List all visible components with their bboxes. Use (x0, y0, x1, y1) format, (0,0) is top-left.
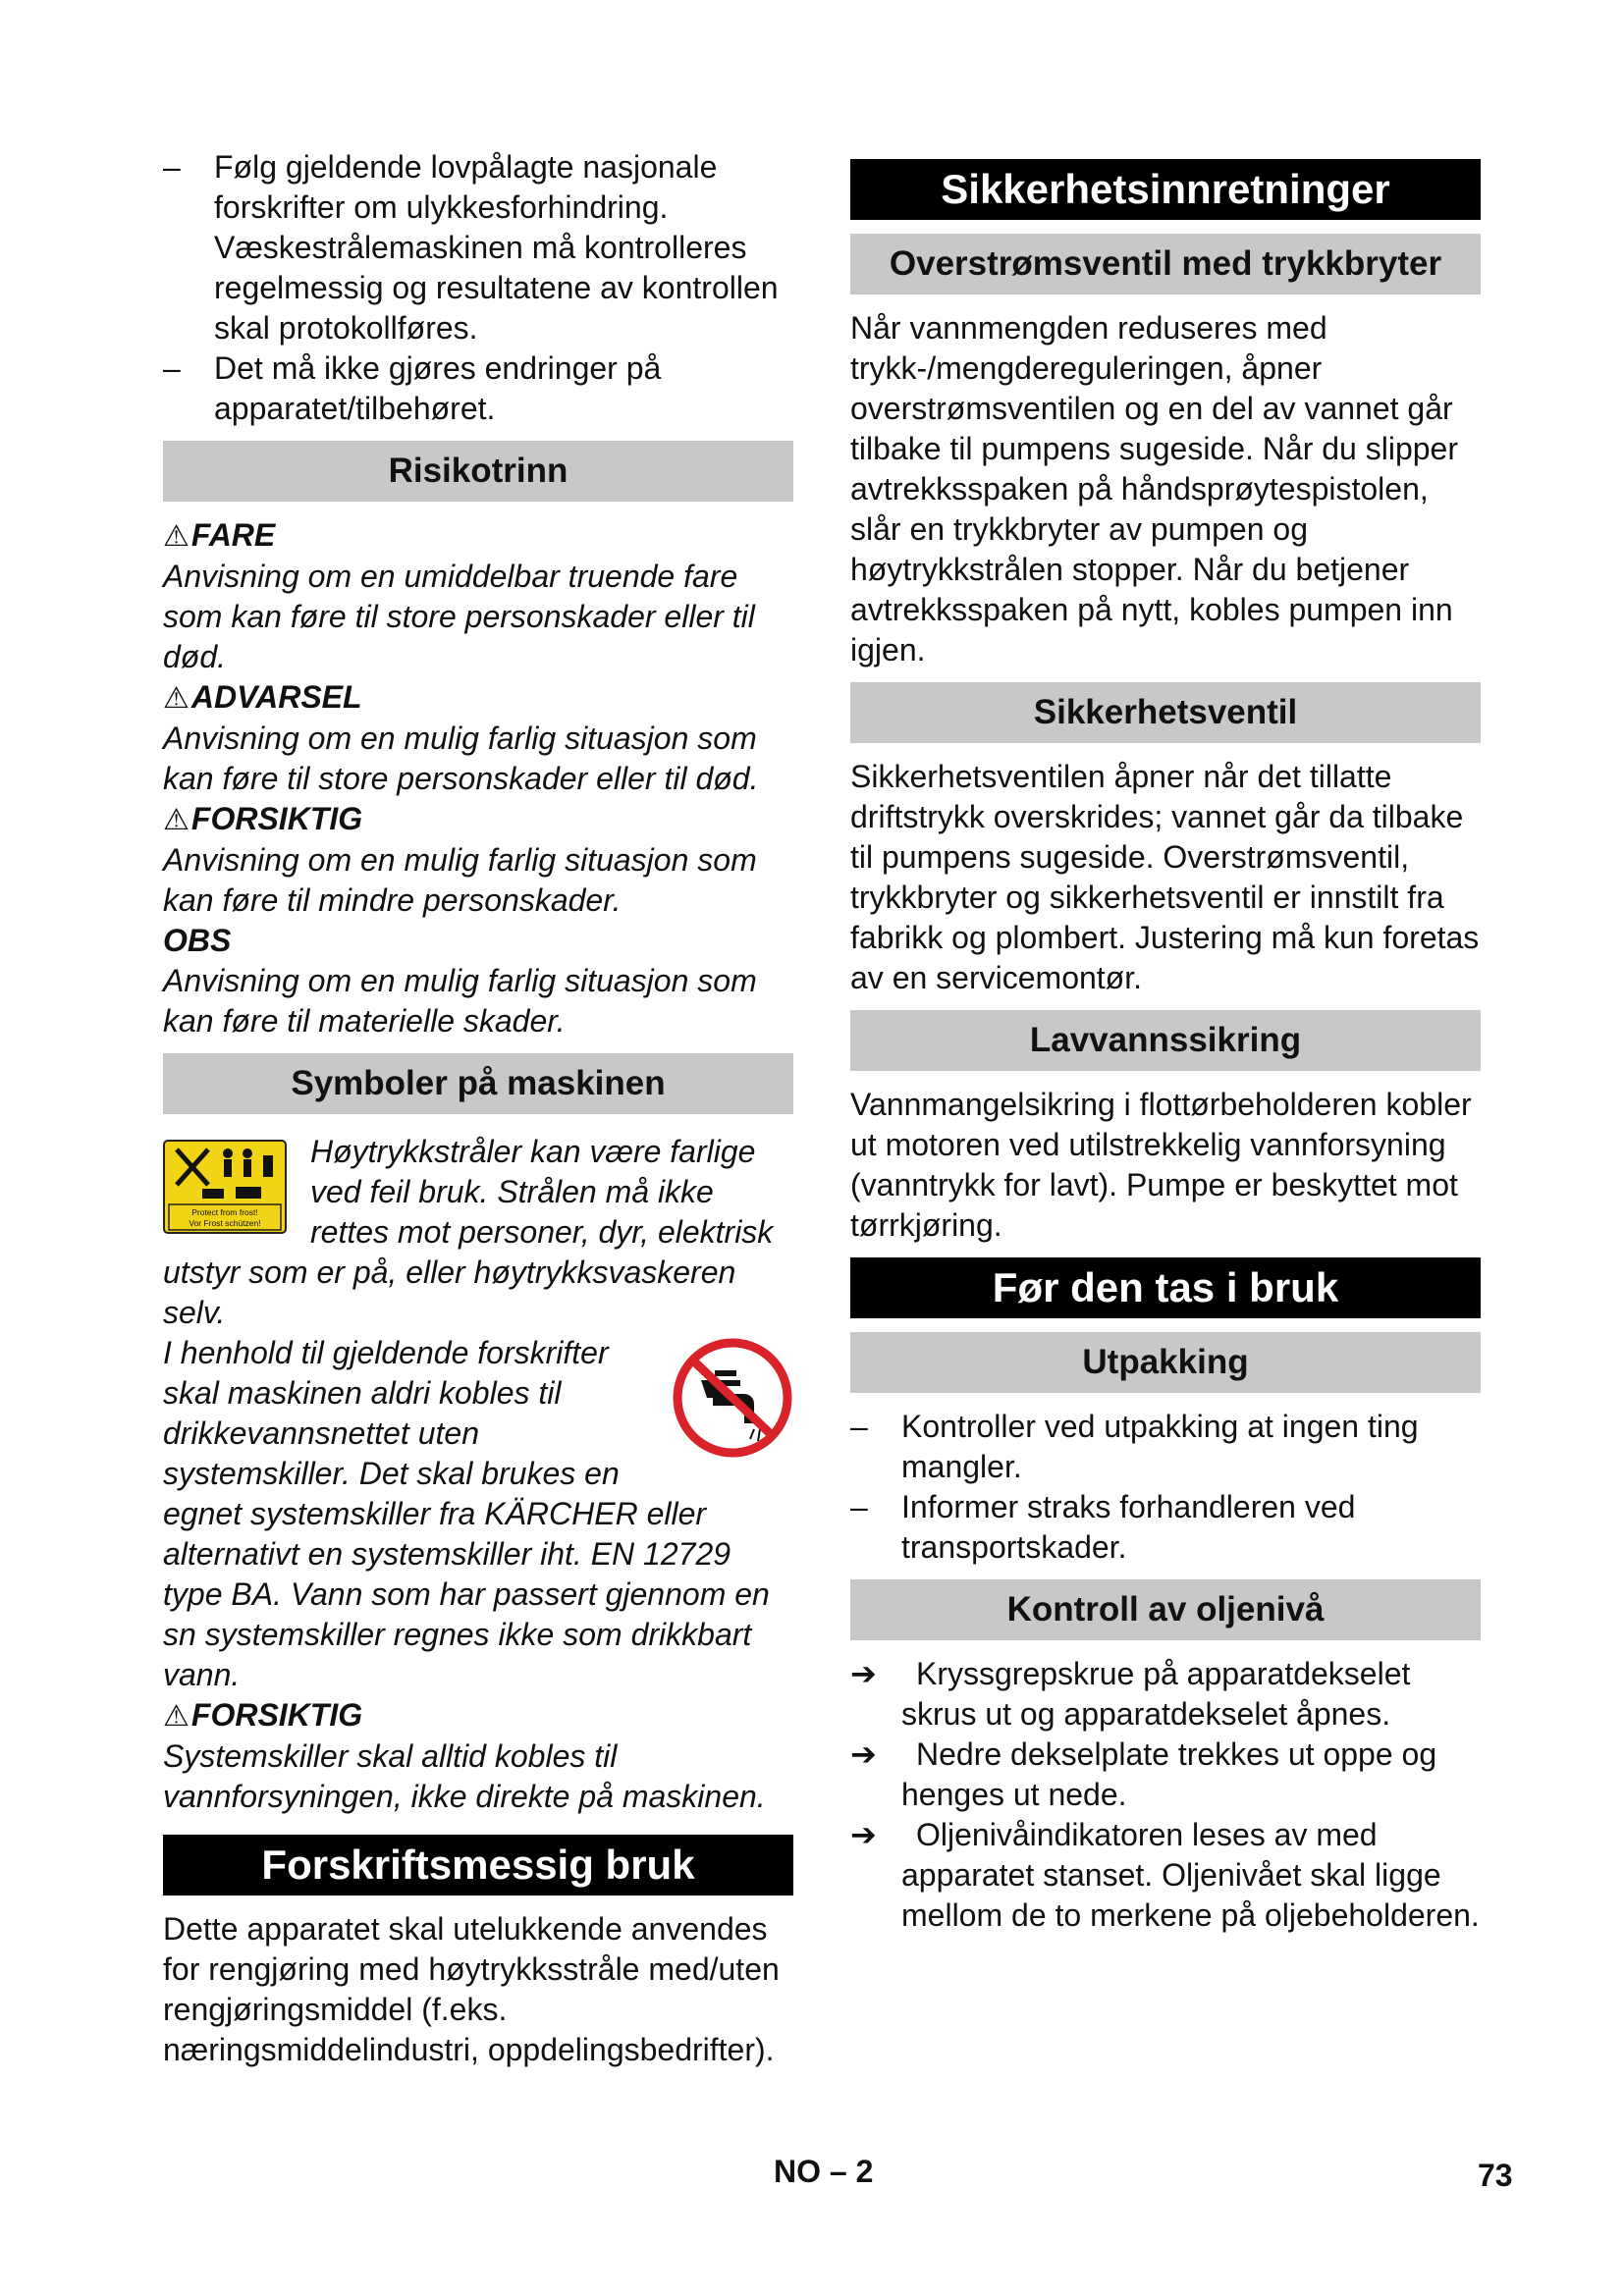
warning-triangle-icon: ⚠ (163, 520, 189, 553)
caution-text: Systemskiller skal alltid kobles til vannforsyningen, ikke direkte på maskinen. (163, 1738, 766, 1814)
arrow-right-icon: ➔ (850, 1736, 877, 1772)
symbol-block (163, 1132, 793, 1333)
overflow-valve-text: Når vannmengden reduseres med trykk-/mengdereguleringen, åpner overstrømsventilen og en del av vannet går tilbake til pumpens sugeside. Når du slipper avtrekksspaken på håndsprøytespistolen, slår en trykkbryter av pumpen og høytrykkstrålen stopper. Når du betjener avtrekksspaken på nytt, kobles pumpen inn igjen. (850, 310, 1458, 667)
list-item: – Det må ikke gjøres endringer på apparatet/tilbehøret. (163, 348, 793, 429)
warning-label-fare: ⚠FARE (163, 517, 276, 553)
symbol-text-pressure: Høytrykkstråler kan være farlige ved feil bruk. Strålen må ikke rettes mot personer, dyr, elektrisk utstyr som er på, eller høytrykksvaskeren selv. (163, 1134, 774, 1330)
before-use-heading: Før den tas i bruk (850, 1257, 1481, 1318)
svg-text:Protect from frost!: Protect from frost! (191, 1207, 258, 1217)
safety-valve-text: Sikkerhetsventilen åpner når det tillatte driftstrykk overskrides; vannet går da tilbake til pumpens sugeside. Overstrømsventil, trykkbryter og sikkerhetsventil er innstilt fra fabrikk og plombert. Justering må kun foretas av en servicemontør. (850, 759, 1480, 995)
warning-text-fare: Anvisning om en umiddelbar truende fare som kan føre til store personskader eller til død. (163, 559, 755, 674)
warning-text-obs: Anvisning om en mulig farlig situasjon som kan føre til materielle skader. (163, 963, 757, 1039)
symbol-text-water: I henhold til gjeldende forskrifter skal maskinen aldri kobles til drikkevannsnettet uten systemskiller. Det skal brukes en egnet systemskiller fra KÄRCHER eller alternativt en systemskiller iht. EN 12729 type BA. Vann som har passert gjennom en sn systemskiller regnes ikke som drikkbart vann. (163, 1335, 770, 1692)
warning-label-advarsel: ⚠ADVARSEL (163, 679, 362, 715)
left-column (163, 147, 793, 2070)
warning-triangle-icon: ⚠ (163, 1700, 189, 1733)
page-number: 73 (1478, 2158, 1513, 2193)
low-water-text: Vannmangelsikring i flottørbeholderen kobler ut motoren ved utilstrekkelig vannforsyning (vanntrykk for lavt). Pumpe er beskyttet mot tørrkjøring. (850, 1087, 1472, 1243)
arrow-right-icon: ➔ (850, 1817, 877, 1852)
safety-devices-heading: Sikkerhetsinnretninger (850, 159, 1481, 220)
list-item: – Følg gjeldende lovpålagte nasjonale forskrifter om ulykkesforhindring. Væskestrålemaskinen må kontrolleres regelmessig og resultatene av kontrollen skal protokollføres. (163, 147, 793, 348)
risk-heading: Risikotrinn (163, 441, 793, 502)
list-item: – Kontroller ved utpakking at ingen ting mangler. (850, 1407, 1481, 1487)
right-column (850, 157, 1481, 1936)
warning-label-obs: OBS (163, 923, 232, 958)
oil-step: ➔ Kryssgrepskrue på apparatdekselet skrus ut og apparatdekselet åpnes. (850, 1656, 1411, 1732)
overflow-valve-heading: Overstrømsventil med trykkbryter (850, 234, 1481, 294)
oil-level-heading: Kontroll av oljenivå (850, 1579, 1481, 1640)
proper-use-heading: Forskriftsmessig bruk (163, 1835, 793, 1896)
high-pressure-warning-label-icon (163, 1140, 287, 1234)
warning-triangle-icon: ⚠ (163, 682, 189, 715)
proper-use-text: Dette apparatet skal utelukkende anvendes for rengjøring med høytrykksstråle med/uten rengjøringsmiddel (f.eks. næringsmiddelindustri, oppdelingsbedrifter). (163, 1911, 780, 2067)
warning-text-advarsel: Anvisning om en mulig farlig situasjon som kan føre til store personskader eller til død. (163, 721, 759, 796)
footer-section-label: NO – 2 (774, 2154, 874, 2189)
warning-label-forsiktig: ⚠FORSIKTIG (163, 801, 363, 836)
symbols-heading: Symboler på maskinen (163, 1053, 793, 1114)
warning-text-forsiktig: Anvisning om en mulig farlig situasjon som kan føre til mindre personskader. (163, 842, 757, 918)
symbol-block-water (163, 1333, 793, 1695)
warning-triangle-icon: ⚠ (163, 804, 189, 836)
unpacking-heading: Utpakking (850, 1332, 1481, 1393)
oil-step: ➔ Oljenivåindikatoren leses av med apparatet stanset. Oljenivået skal ligge mellom de to merkene på oljebeholderen. (850, 1817, 1480, 1933)
caution-label: ⚠FORSIKTIG (163, 1697, 363, 1733)
low-water-heading: Lavvannssikring (850, 1010, 1481, 1071)
oil-step: ➔ Nedre dekselplate trekkes ut oppe og henges ut nede. (850, 1736, 1437, 1812)
list-item: – Informer straks forhandleren ved transportskader. (850, 1487, 1481, 1568)
safety-valve-heading: Sikkerhetsventil (850, 682, 1481, 743)
svg-text:Vor Frost schützen!: Vor Frost schützen! (189, 1218, 261, 1228)
arrow-right-icon: ➔ (850, 1656, 877, 1691)
no-drinking-water-connection-icon (672, 1337, 793, 1459)
